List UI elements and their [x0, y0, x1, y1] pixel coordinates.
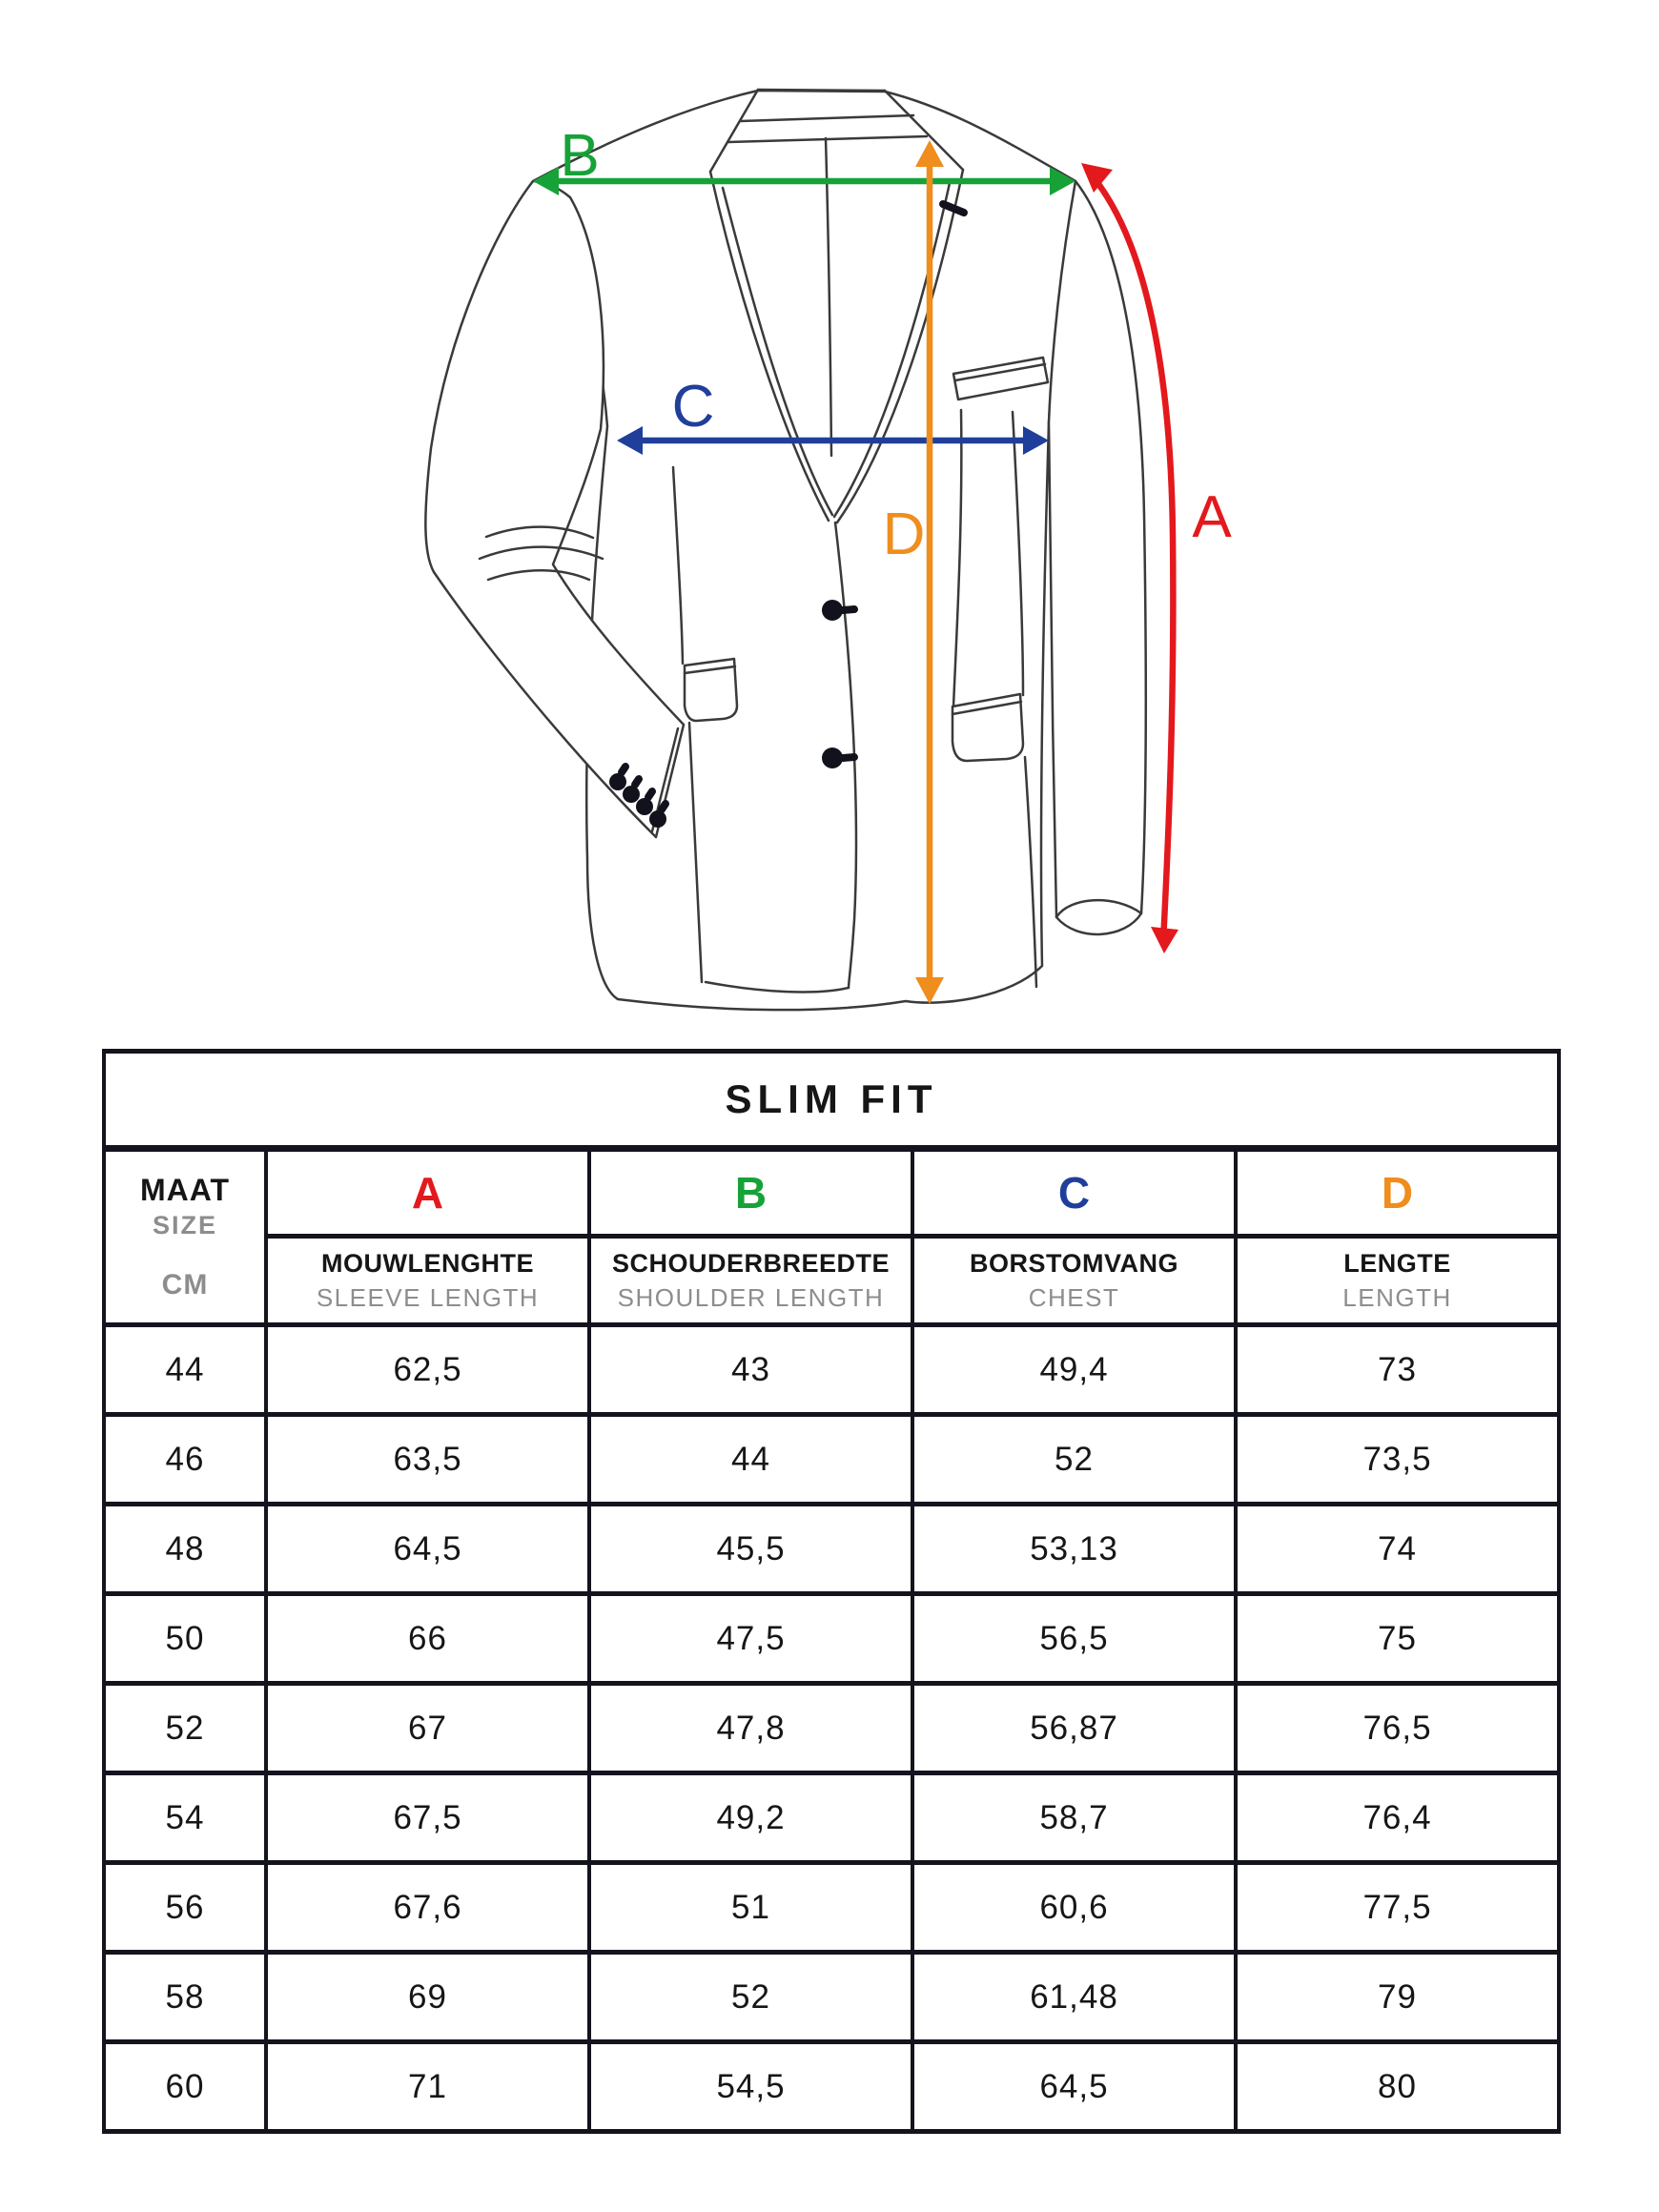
- table-title: SLIM FIT: [104, 1052, 1559, 1149]
- front-button-shank: [843, 609, 854, 610]
- value-cell: 58,7: [912, 1773, 1236, 1863]
- value-cell: 71: [266, 2042, 589, 2132]
- size-header-secondary: SIZE: [152, 1211, 217, 1239]
- value-cell: 75: [1236, 1594, 1559, 1684]
- value-cell: 80: [1236, 2042, 1559, 2132]
- table-row: [104, 1684, 1559, 1773]
- value-cell: 43: [589, 1325, 912, 1415]
- size-header-primary: MAAT: [139, 1173, 231, 1207]
- label-c: C: [671, 374, 715, 440]
- column-label-d: [1236, 1237, 1559, 1325]
- collar-top-edge: [758, 90, 885, 91]
- label-en: SHOULDER LENGTH: [617, 1282, 885, 1312]
- value-cell: 52: [589, 1953, 912, 2042]
- size-table: [102, 1049, 1561, 2134]
- value-cell: 52: [912, 1415, 1236, 1505]
- column-letter-c: C: [912, 1149, 1236, 1237]
- table-row: [104, 1863, 1559, 1953]
- cuff-button: [609, 773, 626, 790]
- table-letter-row: [104, 1149, 1559, 1237]
- size-cell: 52: [104, 1684, 266, 1773]
- column-label-c: [912, 1237, 1236, 1325]
- cuff-button-shank: [622, 767, 625, 772]
- table-row: [104, 1505, 1559, 1594]
- value-cell: 76,5: [1236, 1684, 1559, 1773]
- cuff-button-shank: [662, 804, 666, 809]
- cuff-button-shank: [635, 779, 639, 785]
- value-cell: 53,13: [912, 1505, 1236, 1594]
- value-cell: 73: [1236, 1325, 1559, 1415]
- value-cell: 74: [1236, 1505, 1559, 1594]
- size-cell: 48: [104, 1505, 266, 1594]
- value-cell: 49,4: [912, 1325, 1236, 1415]
- jacket-drawing: [425, 90, 1145, 1010]
- column-label-a: [266, 1237, 589, 1325]
- value-cell: 77,5: [1236, 1863, 1559, 1953]
- jacket-measurement-diagram: [0, 0, 1659, 1047]
- value-cell: 51: [589, 1863, 912, 1953]
- label-nl: SCHOUDERBREEDTE: [611, 1248, 891, 1278]
- cuff-button: [623, 786, 640, 803]
- size-cell: 46: [104, 1415, 266, 1505]
- size-cell: 60: [104, 2042, 266, 2132]
- cuff-button-shank: [648, 791, 652, 797]
- table-row: [104, 2042, 1559, 2132]
- value-cell: 66: [266, 1594, 589, 1684]
- value-cell: 67,5: [266, 1773, 589, 1863]
- label-d: D: [882, 502, 926, 567]
- size-header-unit: CM: [161, 1269, 209, 1301]
- arrow-a-head-bottom: [1151, 927, 1178, 953]
- column-letter-a: A: [266, 1149, 589, 1237]
- label-en: SLEEVE LENGTH: [316, 1282, 540, 1312]
- value-cell: 67: [266, 1684, 589, 1773]
- table-row: [104, 1953, 1559, 2042]
- value-cell: 73,5: [1236, 1415, 1559, 1505]
- size-cell: 58: [104, 1953, 266, 2042]
- value-cell: 60,6: [912, 1863, 1236, 1953]
- value-cell: 45,5: [589, 1505, 912, 1594]
- label-b: B: [560, 123, 600, 189]
- value-cell: 64,5: [266, 1505, 589, 1594]
- value-cell: 61,48: [912, 1953, 1236, 2042]
- value-cell: 76,4: [1236, 1773, 1559, 1863]
- table-row: [104, 1773, 1559, 1863]
- table-label-row: [104, 1237, 1559, 1325]
- value-cell: 62,5: [266, 1325, 589, 1415]
- value-cell: 56,87: [912, 1684, 1236, 1773]
- value-cell: 79: [1236, 1953, 1559, 2042]
- value-cell: 64,5: [912, 2042, 1236, 2132]
- value-cell: 63,5: [266, 1415, 589, 1505]
- jacket-body: [533, 91, 1075, 1010]
- value-cell: 56,5: [912, 1594, 1236, 1684]
- label-en: CHEST: [1028, 1282, 1120, 1312]
- value-cell: 67,6: [266, 1863, 589, 1953]
- value-cell: 54,5: [589, 2042, 912, 2132]
- value-cell: 69: [266, 1953, 589, 2042]
- front-button-shank: [843, 757, 854, 758]
- right-sleeve: [1049, 181, 1146, 934]
- label-nl: BORSTOMVANG: [969, 1248, 1178, 1278]
- value-cell: 49,2: [589, 1773, 912, 1863]
- column-letter-d: D: [1236, 1149, 1559, 1237]
- cuff-button: [636, 798, 653, 815]
- value-cell: 47,8: [589, 1684, 912, 1773]
- table-row: [104, 1594, 1559, 1684]
- label-nl: LENGTE: [1343, 1248, 1451, 1278]
- label-en: LENGTH: [1342, 1282, 1452, 1312]
- column-label-b: [589, 1237, 912, 1325]
- size-cell: 54: [104, 1773, 266, 1863]
- label-nl: MOUWLENGHTE: [321, 1248, 534, 1278]
- size-cell: 44: [104, 1325, 266, 1415]
- label-a: A: [1192, 484, 1232, 550]
- column-letter-b: B: [589, 1149, 912, 1237]
- arrow-a-head-top: [1081, 163, 1113, 193]
- value-cell: 47,5: [589, 1594, 912, 1684]
- value-cell: 44: [589, 1415, 912, 1505]
- size-cell: 56: [104, 1863, 266, 1953]
- table-title-row: [104, 1052, 1559, 1149]
- size-cell: 50: [104, 1594, 266, 1684]
- size-header-cell: [104, 1149, 266, 1325]
- table-row: [104, 1325, 1559, 1415]
- table-row: [104, 1415, 1559, 1505]
- cuff-button: [649, 810, 666, 828]
